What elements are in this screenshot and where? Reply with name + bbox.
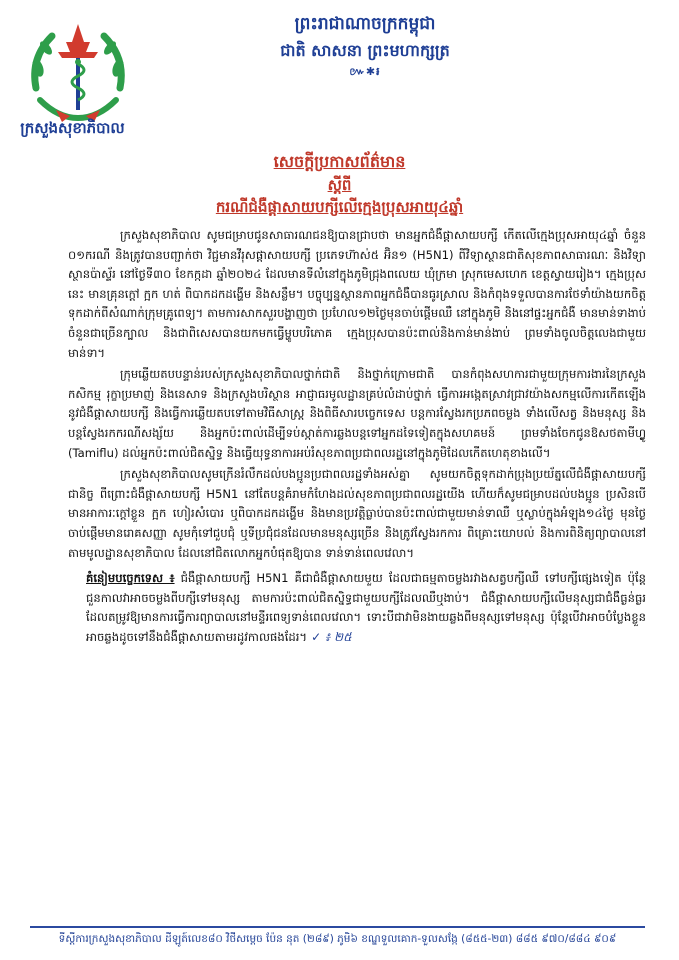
announcement-title-block bbox=[150, 150, 529, 218]
footer-address: ទីស្តីការក្រសួងសុខាភិបាល ដីឡូត៍លេខ៨០ វិថីសម្តេច ប៉ែន នុត (២៨៩) ភូមិ៦ ខណ្ឌទួលគោក-ទួលសង្កែ (៨៥៥-២៣) ៨៨៥ ៩៧០/៨៨៤ ៩០៩ bbox=[58, 933, 617, 945]
ministry-logo bbox=[18, 18, 138, 168]
announcement-subject: ករណីជំងឺផ្តាសាយបក្សីលើក្មេងប្រុសអាយុ៤ឆ្នាំ bbox=[215, 198, 464, 216]
ministry-name: ក្រសួងសុខាភិបាល bbox=[20, 119, 125, 137]
ministry-emblem-icon bbox=[18, 18, 138, 128]
footer-divider bbox=[30, 926, 645, 928]
paragraph-advice: ក្រសួងសុខាភិបាលសូមក្រើនរំលឹកដល់បងប្អូនប្រជាពលរដ្ឋទាំងអស់គ្នា សូមយកចិត្តទុកដាក់ប្រុងប្រយ័ត្នលើជំងឺផ្តាសាយបក្សីជានិច្ច ពីព្រោះជំងឺផ្តាសាយបក្សី H5N1 នៅតែបន្តគំរាមកំហែងដល់សុខភាពប្រជាពលរដ្ឋយើង ហើយក៏សូមជម្រាបដល់បងប្អូន ប្រសិនបើមានអាការៈក្តៅខ្លួន ក្អក ហៀរសំបោរ ឬពិបាកដកដង្ហើម និងមានប្រវត្តិធ្លាប់បានប៉ះពាល់ជាមួយមាន់ទាឈឺ ឬស្លាប់ក្នុងអំឡុង១៤ថ្ងៃ មុនថ្ងៃចាប់ផ្តើមមានរោគសញ្ញា សូមកុំទៅជួបជុំ ឬទីប្រជុំជនដែលមានមនុស្សច្រើន និងត្រូវស្វែងរកការ ពិគ្រោះយោបល់ និងការពិនិត្យព្យាបាលនៅតាមមូលដ្ឋានសុខាភិបាល ដែលនៅជិតលោកអ្នកបំផុតឱ្យបាន ទាន់ទាន់ពេលវេលា។ bbox=[68, 467, 646, 560]
ornament-divider: ៚✱៛ bbox=[349, 65, 381, 78]
announcement-title: សេចក្តីប្រកាសព័ត៌មាន bbox=[273, 152, 406, 171]
handwritten-signature: ✓ ៖ ២៥ bbox=[311, 629, 352, 644]
technical-note-text: ជំងឺផ្តាសាយបក្សី H5N1 គឺជាជំងឺផ្តាសាយមួយ ដែលជាធម្មតាចម្លងរវាងសត្វបក្សីឈឺ ទៅបក្សីផ្សេងទៀត ប៉ុន្តែជួនកាលវាអាចចម្លងពីបក្សីទៅមនុស្ស តាមការប៉ះពាល់ជិតស្និទ្ធជាមួយបក្សីដែលឈឺឬងាប់។ ជំងឺផ្តាសាយបក្សីលើមនុស្សជាជំងឺធ្ងន់ធ្ងរ ដែលតម្រូវឱ្យមានការធ្វើការព្យាបាលនៅមន្ទីរពេទ្យទាន់ពេលវេលា។ ទោះបីជាវាមិនងាយឆ្លងពីមនុស្សទៅមនុស្ស ប៉ុន្តែបើវាអាចបំប្លែងខ្លួនអាចឆ្លងដូចទៅនឹងជំងឺផ្តាសាយតាមរដូវកាលផងដែរ។ bbox=[86, 571, 646, 644]
paragraph-response: ក្រុមឆ្លើយតបបន្ទាន់របស់ក្រសួងសុខាភិបាលថ្នាក់ជាតិ និងថ្នាក់ក្រោមជាតិ បានកំពុងសហការជាមួយក្រុមការងារនៃក្រសួងកសិកម្ម រុក្ខាប្រមាញ់ និងនេសាទ និងក្រសួងបរិស្ថាន អាជ្ញាធរមូលដ្ឋានគ្រប់លំដាប់ថ្នាក់ ធ្វើការអង្កេតស្រាវជ្រាវយ៉ាងសកម្មលើការកើតឡើងនូវជំងឺផ្តាសាយបក្សី និងធ្វើការឆ្លើយតបទៅតាមវិធីសាស្ត្រ និងពិធីសារបច្ចេកទេស បន្តការស្វែងរកប្រភពចម្លង ទាំងលើសត្វ និងមនុស្ស និងបន្តស្វែងរកករណីសង្ស័យ និងអ្នកប៉ះពាល់ដើម្បីទប់ស្កាត់ការឆ្លងបន្តទៅអ្នកដទៃទៀតក្នុងសហគមន៍ ព្រមទាំងចែកជូនឱសថតាមីហ្វ្លូ (Tamiflu) ដល់អ្នកប៉ះពាល់ជិតស្និទ្ធ និងធ្វើយុទ្ធនាការអប់រំសុខភាពប្រជាពលរដ្ឋនៅក្នុងភូមិដែលកើតហេតុខាងលើ។ bbox=[68, 367, 646, 460]
announcement-subject-label: ស្តីពី bbox=[327, 176, 352, 194]
kingdom-title: ព្រះរាជាណាចក្រកម្ពុជា bbox=[294, 14, 436, 34]
technical-note-label: គំនៀមបច្ចេកទេស ៖ bbox=[86, 571, 175, 586]
announcement-body bbox=[68, 226, 646, 649]
paragraph-case-report: ក្រសួងសុខាភិបាល សូមជម្រាបជូនសាធារណជនឱ្យបានជ្រាបថា មានអ្នកជំងឺផ្តាសាយបក្សី កើតលើក្មេងប្រុសអាយុ៤ឆ្នាំ ចំនួន ០១ករណី និងត្រូវបានបញ្ជាក់ថា វិជ្ជមានវីរុសផ្តាសាយបក្សី ប្រភេទហ៊ាស់៥ អ៊ិន១ (H5N1) ពីវិទ្យាស្ថានជាតិសុខភាពសាធារណៈ និងវិទ្យាស្ថានប៉ាស្ទ័រ នៅថ្ងៃទី៣០ ខែកក្កដា ឆ្នាំ២០២៤ ដែលមានទីលំនៅក្នុងភូមិជ្រុងពលេយ ឃុំក្រមា ស្រុកមេសហេក ខេត្តស្វាយរៀង។ ក្មេងប្រុសនេះ មានគ្រុនក្តៅ ក្អក ហត់ ពិបាកដកដង្ហើម និងសន្លឹម។ បច្ចុប្បន្នស្ថានភាពអ្នកជំងឺបានធូរស្រាល និងកំពុងទទួលបានការថែទាំយ៉ាងយកចិត្តទុកដាក់ពីសំណាក់ក្រុមគ្រូពេទ្យ។ តាមការសាកសួរបង្ហាញថា ប្រហែល១២ថ្ងៃមុនចាប់ផ្តើមឈឺ នៅក្នុងភូមិ និងនៅផ្ទះអ្នកជំងឺ មានមាន់ទាងាប់ចំនួនជាច្រើនក្បាល និងជាពិសេសបានយកមកធ្វើម្ហូបបរិភោគ ក្មេងប្រុសបានប៉ះពាល់និងកាន់មាន់ងាប់ ព្រមទាំងចូលចិត្តលេងជាមួយមាន់ទា។ bbox=[68, 228, 646, 360]
technical-note bbox=[68, 569, 646, 647]
national-motto: ជាតិ សាសនា ព្រះមហាក្សត្រ bbox=[280, 41, 450, 60]
document-header bbox=[200, 10, 530, 80]
